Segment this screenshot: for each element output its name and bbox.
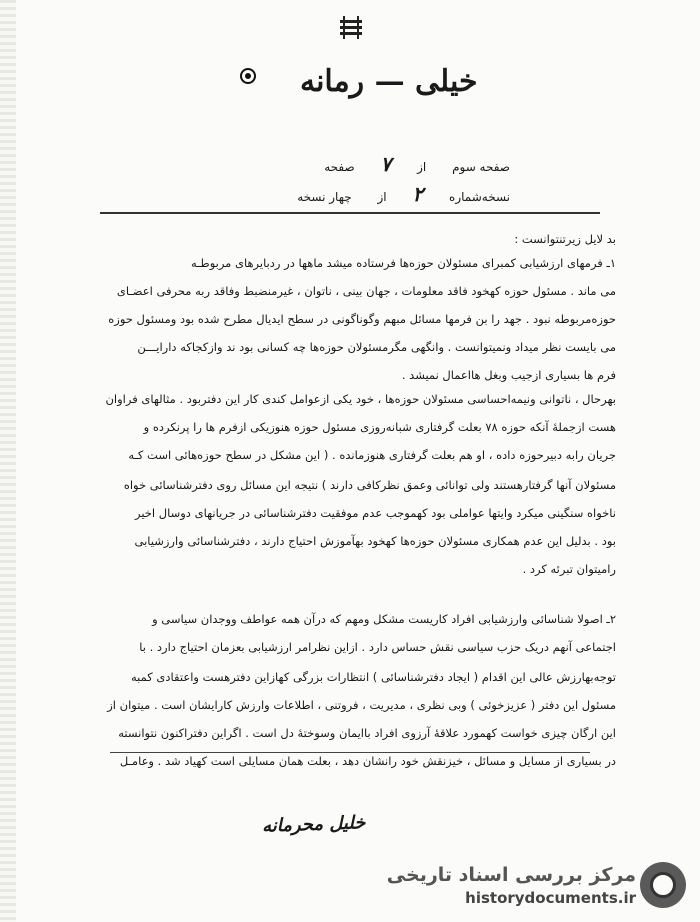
- body-line: اجتماعی آنهم دریک حزب سیاسی نقش حساس دارد . ازاین نظرامر ارزشیابی بعزمان احتیاج دارد . با: [139, 640, 616, 654]
- scan-edge: [0, 0, 16, 922]
- page-from: از: [417, 160, 427, 174]
- copy-from: از: [377, 190, 387, 204]
- copy-info: [275, 182, 510, 206]
- body-line: می بایست نظر میداد ونمیتوانست . وانگهی مگرمسئولان حوزه‌ها چه کسانی بود ند وازکجاکه دارایـــن: [137, 340, 616, 354]
- intro-line: بد لایل زیرتنتوانست :: [514, 232, 616, 246]
- watermark: [386, 858, 690, 914]
- page-word: صفحه: [324, 160, 355, 174]
- body-line: حوزه‌مربوطه نبود . جهد را بن فرمها مسائل مبهم وگوناگونی در سطح ایدیال مطرح شده بود ومسئول حوزه: [108, 312, 616, 326]
- watermark-url: historydocuments.ir: [465, 889, 636, 907]
- document-body: [96, 232, 616, 832]
- body-line: فرم ها بسیاری ازجیب وبغل هااعمال نمیشد .: [401, 368, 616, 382]
- copy-label: نسخه‌شماره: [449, 190, 510, 204]
- body-line: بود . بدلیل این عدم همکاری مسئولان حوزه‌ها کهخود بهآموزش احتیاج دارند ، دفترشناسائی وارزشیابی: [134, 534, 616, 548]
- body-line: ناخواه سنگینی میکرد وایتها عواملی بود کهموجب عدم موفقیت دفترشناسائی در جریانهای دوسال اخیر: [134, 506, 616, 520]
- body-line: ۱ـ فرمهای ارزشیابی کمبرای مسئولان حوزه‌ها فرستاده میشد ماهها در ردبایرهای مربوطـه: [191, 256, 616, 270]
- page-total: ۷: [380, 152, 392, 176]
- punch-hole-icon: [240, 68, 256, 84]
- body-line: در بسیاری از مسایل و مسائل ، خیزنقش خود رانشان دهد ، بعلت همان مسایلی است کهیاد شد . وعامـل: [119, 754, 616, 768]
- body-line: مسئولان آنها گرفتارهستند ولی توانائی وعمق نظرکافی دارند ) نتیجه این مسائل روی دفترشناسائی خواه: [123, 478, 616, 492]
- body-line: هست ازجملهٔ آنکه حوزه ۷۸ بعلت گرفتاری شبانه‌روزی مسئول حوزه هنوزیکی ازفرم ها را پرنکرده و: [143, 420, 616, 434]
- copy-total: چهار نسخه: [297, 190, 352, 204]
- binder-clip-icon: [336, 12, 366, 42]
- body-line: مسئول این دفتر ( عزیزخوئی ) وبی نظری ، مدیریت ، فروتنی ، اطلاعات وارزش کارایشان است . میتوان از: [107, 698, 616, 712]
- body-line: بهرحال ، ناتوانی ونیمه‌احساسی مسئولان حوزه‌ها ، خود یکی ازعوامل کندی کار این دفتربود . مثالهای فراوان: [105, 392, 616, 406]
- body-line: ۲ـ اصولا شناسائی وارزشیابی افراد کاریست مشکل ومهم که درآن همه عواطف ووجدان سیاسی و: [152, 612, 616, 626]
- document-title: خیلی — رمانه: [300, 64, 478, 99]
- signature: خلیل محرمانه: [261, 812, 366, 837]
- copy-number: ۲: [412, 182, 424, 206]
- page-info: [302, 152, 510, 176]
- body-line: رامیتوان تبرئه کرد .: [522, 562, 616, 576]
- body-line: این ارگان چیزی خواست کهمورد علاقهٔ آرزوی افراد باایمان وسوختهٔ دل است . اگراین دفتراکنون نتوانسته: [118, 726, 616, 740]
- underline-mark: [110, 752, 590, 753]
- body-line: توجه‌بهارزش عالی این اقدام ( ایجاد دفترشناسائی ) انتظارات بزرگی کهازاین دفترهست واعتقادی کمبه: [131, 670, 616, 684]
- body-line: می ماند . مسئول حوزه کهخود فاقد معلومات ، جهان بینی ، ناتوان ، غیرمنضبط وفاقد ربه محرفی اعضـای: [116, 284, 616, 298]
- body-line: جریان رابه دبیرحوزه داده ، او هم بعلت گرفتاری هنوزمانده . ( این مشکل در سطح حوزه‌هائی است کـه: [128, 448, 616, 462]
- watermark-title: مرکز بررسی اسناد تاریخی: [386, 864, 636, 886]
- page-label: صفحه سوم: [452, 160, 510, 174]
- header-divider: [100, 212, 600, 214]
- archive-logo-icon: [640, 862, 686, 908]
